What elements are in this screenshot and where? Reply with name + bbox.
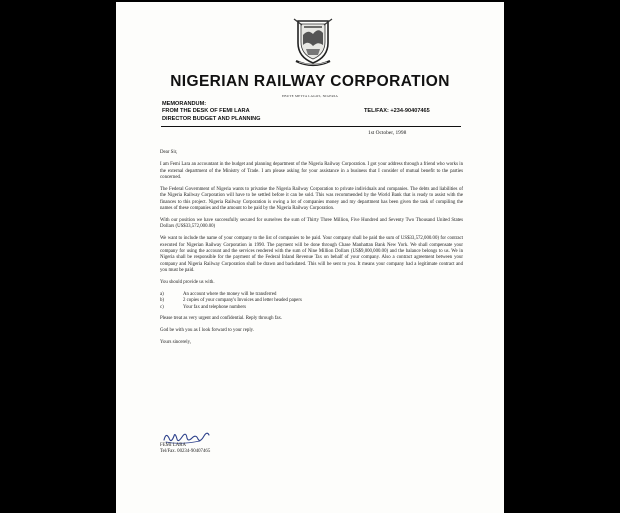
- list-item-marker: b): [160, 298, 165, 304]
- body-paragraph: The Federal Government of Nigeria wants to privatise the Nigeria Railway Corporation to private individuals and companies. The debts and liabilities of the Nigeria Railway Corporation will have to be settled before it can be sold. This was recommended by the World Bank that is ready to assist with the finances to this project. Nigeria Railway Corporation is owing a lot of companies money and my department has been given the task of compiling the names of these companies and the amount to be paid by the Nigeria Railway Corporation.: [160, 186, 463, 211]
- list-item-text: An account where the money will be transferred: [183, 291, 277, 297]
- list-item: [160, 305, 463, 311]
- closing-paragraph: God be with you as I look forward to your reply.: [160, 328, 254, 334]
- letter-page: [116, 2, 504, 513]
- organization-address: EBUTE METTA LAGOS, NIGERIA: [282, 94, 338, 98]
- memo-label: MEMORANDUM:: [162, 101, 207, 107]
- header-divider: [161, 126, 461, 127]
- list-item-text: Your fax and telephone numbers: [183, 304, 247, 310]
- signature-block: [160, 443, 210, 456]
- memo-title: DIRECTOR BUDGET AND PLANNING: [162, 115, 261, 122]
- body-paragraph: I am Femi Lara an accountant in the budget and planning department of the Nigeria Railway Corporation. I got your address through a friend who works in the external department of the Ministry of Trade. I am please asking for your assistance in a business that I consider of mutual benefit to the parties concerned.: [160, 162, 463, 181]
- signatory-tel-fax: Tel/Fax. 00234-90407465: [160, 449, 211, 455]
- list-item-text: 2 copies of your company's Invoices and letter headed papers: [183, 298, 302, 304]
- valediction: Yours sincerely,: [160, 340, 191, 346]
- requirements-list: [160, 292, 463, 311]
- signatory-name: FEMI LARA: [160, 443, 186, 448]
- closing-paragraph: Please treat as very urgent and confidential. Reply through fax.: [160, 316, 283, 322]
- letter-body: [160, 150, 463, 352]
- memo-from: FROM THE DESK OF FEMI LARA: [162, 108, 250, 115]
- organization-name: NIGERIAN RAILWAY CORPORATION: [170, 73, 450, 90]
- list-item-marker: a): [160, 291, 164, 297]
- body-paragraph: You should provide us with.: [160, 279, 215, 285]
- body-paragraph: With our position we have successfully secured for ourselves the sum of Thirty Three Million, Five Hundred and Seventy Two Thousand United States Dollars (US$33,572,000.00): [160, 217, 463, 230]
- salutation: Dear Sir,: [160, 150, 178, 155]
- body-paragraph: We want to include the name of your company to the list of companies to be paid. Your company shall be paid the sum of US$33,572,000.00) for contract executed for Nigerian Railway Corporation in 1990. The payment will be done through Chase Manhattan Bank New York. We shall compensate your company for using the account and the services rendered with the sum of Nine Million Dollars (US$9,000,000.00) and the balance belongs to us. We in Nigeria shall be responsible for the payment of the Federal Inland Revenue Tax on behalf of your company. Also a contract agreement between your company and Nigeria Railway Corporation shall be drawn and backdated. This will be sent to you. It means your company had a legitimate contract and you must be paid.: [160, 236, 463, 273]
- railway-crest-logo: [290, 15, 336, 67]
- header-tel-fax: TEL/FAX: +234-90407465: [364, 108, 430, 114]
- letter-date: 1st October, 1998: [368, 130, 407, 136]
- list-item-marker: c): [160, 304, 164, 310]
